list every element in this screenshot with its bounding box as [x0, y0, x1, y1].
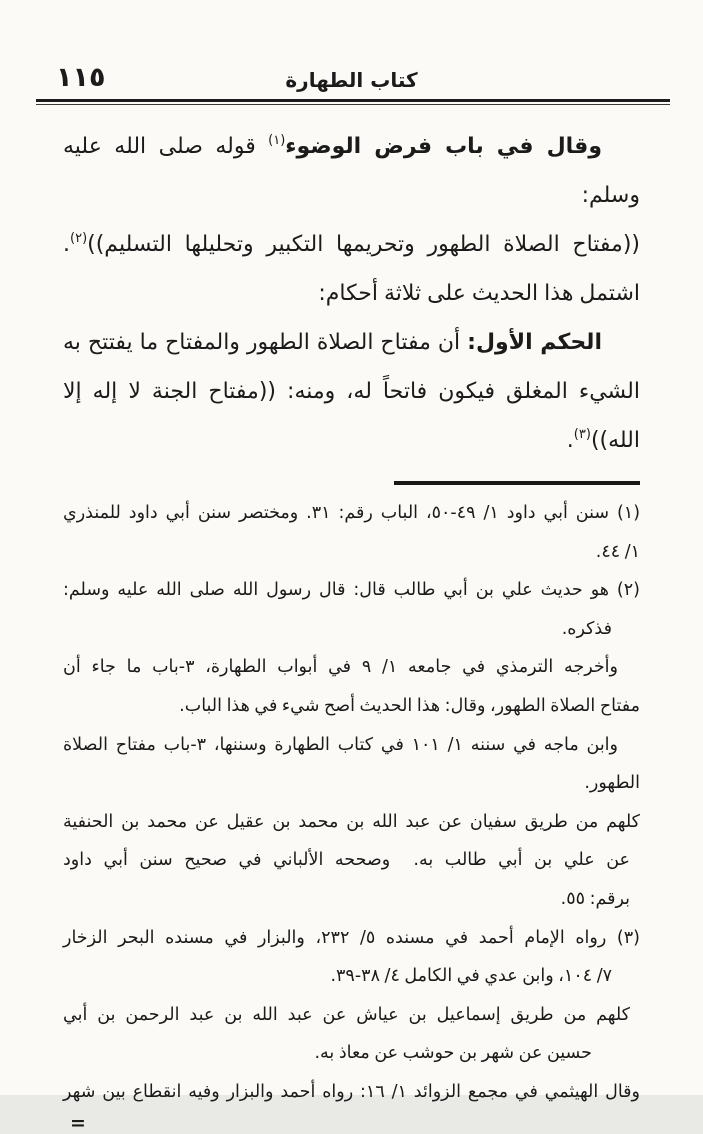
footnote-line-2: ١/ ٤٤. [595, 541, 640, 562]
continuation-mark: = [70, 1111, 86, 1134]
footnote-line-11: برقم: ٥٥. [560, 888, 630, 909]
footnote-ref-3: (٣) [573, 427, 591, 442]
footnote-line-14: كلهم من طريق إسماعيل بن عياش عن عبد الله بن عبد الرحمن بن أبي [63, 1004, 630, 1025]
period: . [566, 428, 574, 453]
chapter-heading: وقال في باب فرض الوضوء [285, 134, 602, 159]
footnote-line-5: وأخرجه الترمذي في جامعه ١/ ٩ في أبواب الطهارة، ٣-باب ما جاء أن [63, 657, 618, 678]
footnote-line-15: حسين عن شهر بن حوشب عن معاذ به. [314, 1043, 592, 1064]
footnote-line-7: وابن ماجه في سننه ١/ ١٠١ في كتاب الطهارة وسننها، ٣-باب مفتاح الصلاة [63, 734, 618, 755]
footnote-ref-2: (٢) [70, 231, 88, 246]
footnote-line-9: كلهم من طريق سفيان عن عبد الله بن محمد بن عقيل عن محمد بن الحنفية [63, 811, 640, 832]
main-line-2 [63, 220, 640, 269]
page-content [63, 0, 640, 1134]
footnote-separator [394, 481, 640, 485]
footnote-line-16: وقال الهيثمي في مجمع الزوائد ١/ ١٦: رواه أحمد والبزار وفيه انقطاع بين شهر [63, 1081, 640, 1102]
hadith-text: ((مفتاح الصلاة الطهور وتحريمها التكبير وتحليلها التسليم)) [87, 232, 640, 257]
footnote-line-10: عن علي بن أبي طالب به. وصححه الألباني في صحيح سنن أبي داود [63, 850, 630, 871]
page-number: ١١٥ [56, 62, 106, 93]
main-line-1-text: قوله صلى الله عليه وسلم: [63, 134, 640, 208]
footnote-line-8: الطهور. [584, 773, 640, 794]
ruling-heading: الحكم الأول: [467, 330, 602, 355]
main-line-5 [63, 367, 640, 465]
main-line-4-text: أن مفتاح الصلاة الطهور والمفتاح ما يفتتح به [63, 330, 468, 355]
main-line-3 [63, 269, 640, 318]
footnote-line-6: مفتاح الصلاة الطهور، وقال: هذا الحديث أصح شيء في هذا الباب. [179, 695, 640, 716]
main-line-3-text: اشتمل هذا الحديث على ثلاثة أحكام: [318, 281, 640, 306]
main-line-4 [63, 318, 640, 367]
period: . [63, 232, 70, 257]
main-line-5-text: الشيء المغلق فيكون فاتحاً له، ومنه: ((مفتاح الجنة لا إله إلا الله)) [63, 379, 640, 453]
footnote-line-13: ٧/ ١٠٤، وابن عدي في الكامل ٤/ ٣٨-٣٩. [330, 966, 612, 987]
footnote-line-4: فذكره. [561, 618, 612, 639]
footnote-line-12: (٣) رواه الإمام أحمد في مسنده ٥/ ٢٣٢، والبزار في مسنده البحر الزخار [63, 927, 640, 948]
main-line-1 [63, 122, 640, 220]
footnote-line-1: (١) سنن أبي داود ١/ ٤٩-٥٠، الباب رقم: ٣١. ومختصر سنن أبي داود للمنذري [63, 503, 641, 523]
page-title: كتاب الطهارة [285, 68, 418, 92]
footnote-ref-1: (١) [268, 133, 286, 148]
footnote-line-3: (٢) هو حديث علي بن أبي طالب قال: قال رسول الله صلى الله عليه وسلم: [63, 580, 640, 601]
